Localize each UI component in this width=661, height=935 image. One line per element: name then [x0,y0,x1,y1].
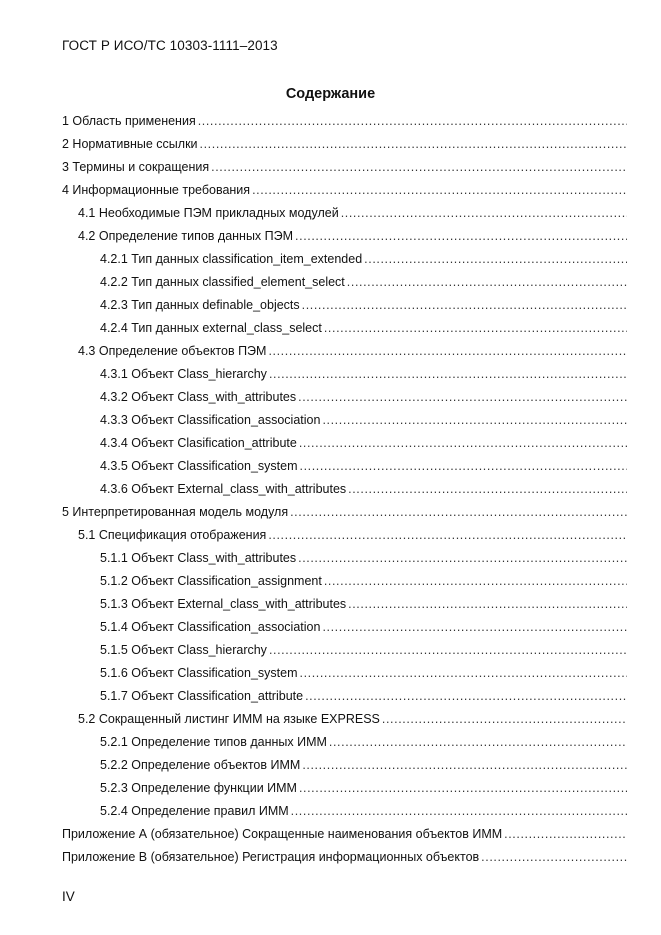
toc-dot-leader [347,271,627,294]
toc-entry-text: 5.2 Сокращенный листинг ИММ на языке EXPRESS [78,712,380,726]
toc-entry-text: 4.2.2 Тип данных classified_element_select [100,275,345,289]
toc-dot-leader [341,202,627,225]
toc-entry[interactable] [62,708,627,731]
toc-entry[interactable] [62,340,627,363]
toc-dot-leader [298,386,627,409]
toc-entry[interactable] [62,409,627,432]
toc-entry[interactable] [62,616,627,639]
toc-entry-text: 4.2.4 Тип данных external_class_select [100,321,322,335]
toc-entry-text: Приложение А (обязательное) Сокращенные наименования объектов ИММ [62,827,503,841]
toc-entry-text: 4.1 Необходимые ПЭМ прикладных модулей [78,206,339,220]
toc-entry-text: 5.1.1 Объект Class_with_attributes [100,551,297,565]
toc-entry[interactable] [62,777,627,800]
toc-dot-leader [302,754,627,777]
toc-dot-leader [300,455,628,478]
toc-entry-text: 5.1.4 Объект Classification_association [100,620,321,634]
toc-entry[interactable] [62,179,627,202]
toc-entry-text: 4.3 Определение объектов ПЭМ [78,344,267,358]
toc-entry[interactable] [62,593,627,616]
toc-entry-text: 5.1.7 Объект Classification_attribute [100,689,304,703]
toc-entry-text: 3 Термины и сокращения [62,160,210,174]
toc-entry-text: 5.2.3 Определение функции ИММ [100,781,297,795]
toc-entry-text: 5.2.1 Определение типов данных ИММ [100,735,327,749]
toc-entry-text: 5.1.2 Объект Classification_assignment [100,574,322,588]
toc-dot-leader [198,110,627,133]
toc-entry[interactable] [62,639,627,662]
toc-dot-leader [329,731,627,754]
toc-dot-leader [298,547,627,570]
toc-dot-leader [348,593,627,616]
toc-dot-leader [269,363,627,386]
toc-entry-text: 5.1.5 Объект Class_hierarchy [100,643,267,657]
toc-entry[interactable] [62,133,627,156]
toc-entry[interactable] [62,271,627,294]
toc-dot-leader [322,409,627,432]
toc-dot-leader [504,823,627,846]
toc-dot-leader [295,225,627,248]
toc-entry-text: 5 Интерпретированная модель модуля [62,505,289,519]
toc-dot-leader [268,524,627,547]
toc-title: Содержание [285,86,376,102]
toc-dot-leader [382,708,627,731]
toc-entry-text: 4.3.5 Объект Classification_system [100,459,298,473]
toc-entry[interactable] [62,432,627,455]
toc-entry-text: 4.3.4 Объект Clasification_attribute [100,436,297,450]
toc-dot-leader [305,685,627,708]
toc-dot-leader [269,639,627,662]
toc-entry[interactable] [62,478,627,501]
toc-entry[interactable] [62,225,627,248]
toc-dot-leader [252,179,627,202]
toc-entry[interactable] [62,524,627,547]
toc-entry[interactable] [62,547,627,570]
toc-entry-text: Приложение В (обязательное) Регистрация информационных объектов [62,850,480,864]
toc-dot-leader [348,478,627,501]
toc-dot-leader [211,156,627,179]
toc-entry-text: 4.3.6 Объект External_class_with_attributes [100,482,347,496]
toc-dot-leader [291,800,627,823]
toc-dot-leader [290,501,627,524]
toc-entry[interactable] [62,754,627,777]
toc-dot-leader [300,662,628,685]
toc-dot-leader [299,777,627,800]
toc-entry[interactable] [62,455,627,478]
toc-dot-leader [200,133,627,156]
page-number: IV [62,889,75,904]
table-of-contents [62,110,627,869]
toc-entry[interactable] [62,294,627,317]
toc-entry[interactable] [62,800,627,823]
toc-entry[interactable] [62,662,627,685]
toc-entry-text: 4.3.3 Объект Classification_association [100,413,321,427]
toc-entry[interactable] [62,846,627,869]
toc-entry[interactable] [62,248,627,271]
toc-entry-text: 5.1.3 Объект External_class_with_attributes [100,597,347,611]
toc-entry-text: 4.2.1 Тип данных classification_item_extended [100,252,363,266]
toc-entry[interactable] [62,823,627,846]
toc-entry[interactable] [62,570,627,593]
toc-dot-leader [322,616,627,639]
document-header: ГОСТ Р ИСО/ТС 10303-1111–2013 [62,38,278,53]
toc-dot-leader [324,317,627,340]
toc-entry-text: 4.2.3 Тип данных definable_objects [100,298,300,312]
toc-entry[interactable] [62,110,627,133]
toc-entry[interactable] [62,202,627,225]
toc-dot-leader [299,432,627,455]
toc-entry-text: 2 Нормативные ссылки [62,137,198,151]
toc-entry[interactable] [62,731,627,754]
toc-entry[interactable] [62,386,627,409]
toc-entry[interactable] [62,501,627,524]
toc-entry[interactable] [62,317,627,340]
toc-entry[interactable] [62,685,627,708]
toc-dot-leader [324,570,627,593]
toc-entry-text: 4.2 Определение типов данных ПЭМ [78,229,294,243]
toc-entry[interactable] [62,363,627,386]
toc-entry-text: 5.1.6 Объект Classification_system [100,666,298,680]
toc-entry-text: 5.2.2 Определение объектов ИММ [100,758,301,772]
toc-dot-leader [481,846,627,869]
toc-entry-text: 1 Область применения [62,114,196,128]
toc-dot-leader [364,248,627,271]
toc-entry-text: 4.3.1 Объект Class_hierarchy [100,367,267,381]
toc-entry-text: 5.1 Спецификация отображения [78,528,267,542]
toc-dot-leader [268,340,627,363]
toc-entry-text: 4.3.2 Объект Class_with_attributes [100,390,297,404]
toc-entry-text: 4 Информационные требования [62,183,251,197]
toc-entry-text: 5.2.4 Определение правил ИММ [100,804,289,818]
toc-dot-leader [302,294,627,317]
toc-entry[interactable] [62,156,627,179]
